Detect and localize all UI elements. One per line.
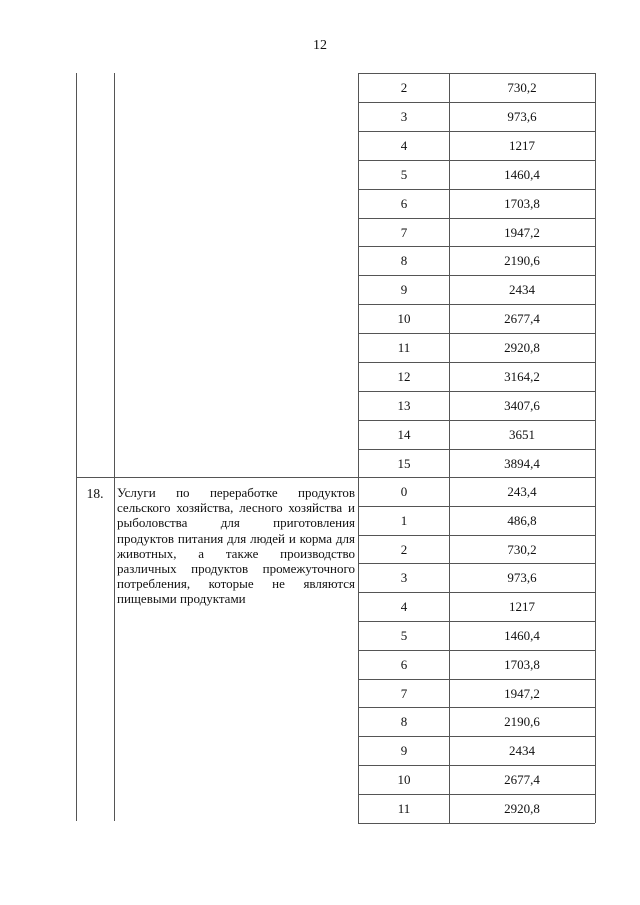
- row-number-cell: 9: [400, 743, 408, 759]
- row-number-cell: 11: [397, 340, 411, 356]
- row-number-cell: 5: [400, 628, 408, 643]
- row-value-cell: 2434: [509, 743, 535, 759]
- row-value-cell: 243,4: [507, 484, 537, 499]
- row-number-cell: 12: [397, 369, 411, 384]
- row-number-cell: 9: [400, 282, 408, 298]
- table-border-right: [595, 73, 596, 823]
- row-value-cell: 3164,2: [504, 369, 540, 384]
- row-value-cell: 1460,4: [504, 628, 540, 643]
- row-value-cell: 3894,4: [504, 455, 540, 471]
- row-number-cell: 4: [400, 599, 408, 615]
- row-number-cell: 7: [400, 685, 408, 701]
- row-number-cell: 13: [397, 397, 411, 413]
- row-value-cell: 2190,6: [504, 253, 540, 269]
- row-number-cell: 6: [400, 195, 408, 211]
- table-divider-number: [114, 73, 115, 821]
- row-value-cell: 1703,8: [504, 195, 540, 211]
- row-value-cell: 973,6: [507, 108, 537, 124]
- row-value-cell: 1460,4: [504, 166, 540, 182]
- row-value-cell: 2920,8: [504, 800, 540, 816]
- item-18-number: 18.: [86, 486, 104, 501]
- row-value-cell: 486,8: [507, 512, 537, 528]
- row-value-cell: 730,2: [507, 80, 537, 95]
- row-number-cell: 0: [400, 484, 408, 499]
- row-value-cell: 2190,6: [504, 714, 540, 730]
- row-separator: [358, 823, 595, 824]
- row-value-cell: 3651: [509, 426, 535, 442]
- row-value-cell: 3407,6: [504, 397, 540, 413]
- table-border-left: [76, 73, 77, 821]
- row-value-cell: 1217: [509, 599, 535, 615]
- row-number-cell: 10: [397, 772, 411, 787]
- row-value-cell: 730,2: [507, 541, 537, 557]
- row-number-cell: 8: [400, 253, 408, 269]
- row-number-cell: 10: [397, 311, 411, 327]
- row-number-cell: 1: [400, 512, 408, 528]
- row-number-cell: 11: [397, 800, 411, 816]
- row-value-cell: 2677,4: [504, 772, 540, 787]
- row-number-cell: 4: [400, 137, 408, 153]
- row-number-cell: 5: [400, 166, 408, 182]
- row-value-cell: 1947,2: [504, 224, 540, 240]
- row-value-cell: 1703,8: [504, 656, 540, 672]
- row-number-cell: 2: [400, 541, 408, 557]
- row-value-cell: 973,6: [507, 570, 537, 586]
- row-number-cell: 15: [397, 455, 411, 471]
- row-number-cell: 8: [400, 714, 408, 730]
- row-value-cell: 1217: [509, 137, 535, 153]
- row-number-cell: 7: [400, 224, 408, 240]
- row-number-cell: 14: [397, 426, 411, 442]
- item-18-description: Услуги по переработке продуктов сельского хозяйства, лесного хозяйства и рыболовства для приготовления продуктов питания для людей и корма для животных, а также производство различных продуктов промежуточного потребления, которые не являются пищевыми продуктами: [117, 485, 355, 607]
- row-value-cell: 1947,2: [504, 685, 540, 701]
- row-number-cell: 3: [400, 108, 408, 124]
- row-number-cell: 3: [400, 570, 408, 586]
- row-value-cell: 2434: [509, 282, 535, 298]
- row-number-cell: 6: [400, 656, 408, 672]
- row-value-cell: 2920,8: [504, 340, 540, 356]
- row-value-cell: 2677,4: [504, 311, 540, 327]
- page-number: 12: [313, 38, 327, 53]
- row-number-cell: 2: [400, 80, 408, 95]
